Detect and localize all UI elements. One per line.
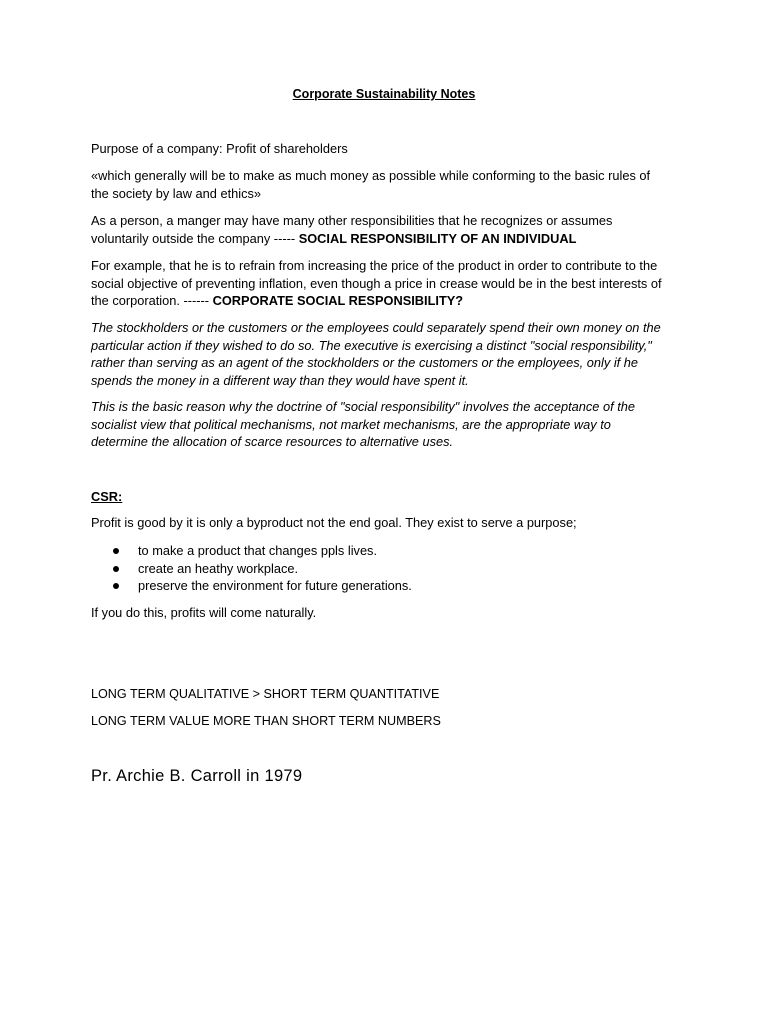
doctrine-italic-paragraph: This is the basic reason why the doctrine of "social responsibility" involves the acceptance of the socialist view that political mechanisms, not market mechanisms, are the appropriate way to determine the allocation of scarce resources to alternative uses.: [91, 399, 635, 450]
list-item: [91, 542, 651, 560]
corporate-responsibility-emphasis: CORPORATE SOCIAL RESPONSIBILITY?: [212, 293, 464, 309]
long-term-line-2: LONG TERM VALUE MORE THAN SHORT TERM NUMBERS: [91, 714, 441, 728]
csr-bullet-list: [91, 542, 651, 595]
example-paragraph: [91, 257, 671, 310]
long-term-line-1: LONG TERM QUALITATIVE > SHORT TERM QUANTITATIVE: [91, 687, 440, 701]
purpose-line: Purpose of a company: Profit of shareholders: [91, 141, 348, 156]
document-title: Corporate Sustainability Notes: [292, 87, 476, 101]
bullet-text: to make a product that changes ppls lives.: [138, 543, 378, 558]
bullet-icon: [113, 583, 119, 589]
person-paragraph-text: As a person, a manger may have many other responsibilities that he recognizes or assumes voluntarily outside the company -----: [91, 213, 613, 246]
csr-intro: Profit is good by it is only a byproduct not the end goal. They exist to serve a purpose;: [91, 515, 577, 530]
bullet-icon: [113, 566, 119, 572]
bullet-icon: [113, 548, 119, 554]
bullet-text: create an heathy workplace.: [138, 560, 299, 576]
quote-paragraph: «which generally will be to make as much money as possible while conforming to the basic rules of the society by law and ethics»: [91, 168, 651, 201]
carroll-line: Pr. Archie B. Carroll in 1979: [91, 767, 303, 785]
stockholders-italic-paragraph: The stockholders or the customers or the employees could separately spend their own money on the particular action if they wished to do so. The executive is exercising a distinct "social responsibility," rather than serving as an agent of the stockholders or the customers or the employees, only if he spends the money in a different way than they would have spent it.: [91, 320, 661, 388]
bullet-text: preserve the environment for future generations.: [138, 578, 412, 594]
individual-responsibility-emphasis: SOCIAL RESPONSIBILITY OF AN INDIVIDUAL: [298, 230, 577, 246]
list-item: [91, 577, 651, 595]
example-paragraph-text: For example, that he is to refrain from increasing the price of the product in order to contribute to the social objective of preventing inflation, even though a price in crease would be in the best interests of the corporation. ------: [91, 258, 662, 309]
csr-heading: CSR:: [91, 489, 123, 504]
list-item: [91, 560, 651, 578]
person-paragraph: [91, 212, 671, 247]
csr-conclusion: If you do this, profits will come naturally.: [91, 605, 317, 620]
